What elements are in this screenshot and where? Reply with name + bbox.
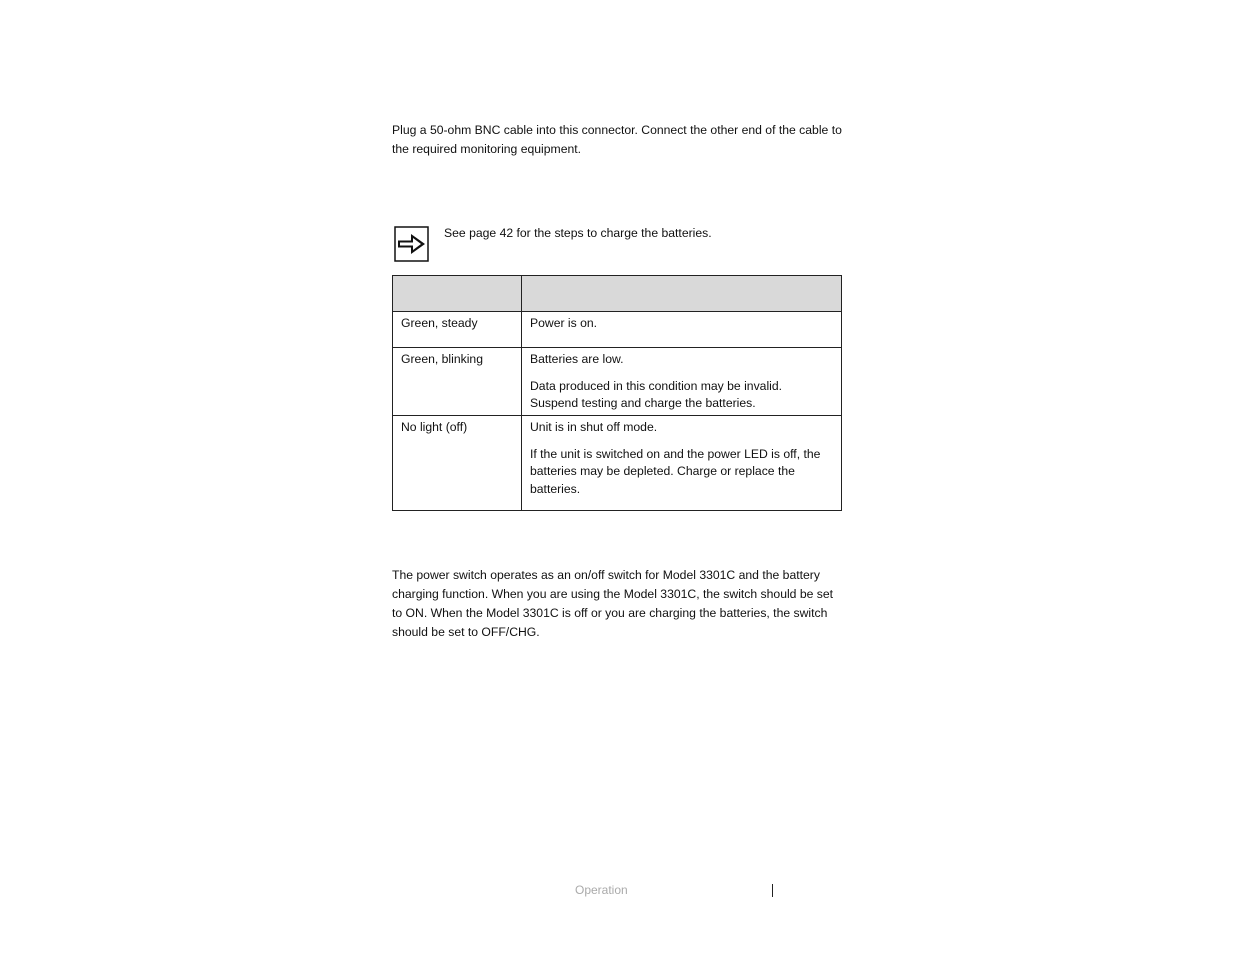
led-meaning-cell (522, 416, 842, 511)
table-row (393, 348, 842, 416)
led-meaning-text: If the unit is switched on and the power LED is off, the batteries may be depleted. Charge or replace the batteries. (530, 446, 821, 496)
note-text: See page 42 for the steps to charge the batteries. (444, 226, 712, 240)
power-led-table (392, 275, 842, 511)
bnc-connector-paragraph: Plug a 50-ohm BNC cable into this connector. Connect the other end of the cable to the required monitoring equipment. (392, 123, 842, 156)
led-meaning-cell (522, 312, 842, 348)
led-meaning-text: Unit is in shut off mode. (530, 420, 658, 434)
table-row (393, 416, 842, 511)
footer-section-title: Operation (575, 883, 628, 897)
led-meaning-text: Power is on. (530, 316, 598, 330)
led-state-cell: No light (off) (393, 416, 522, 511)
led-state-cell: Green, blinking (393, 348, 522, 416)
led-meaning-cell (522, 348, 842, 416)
led-meaning-text: Batteries are low. (530, 352, 624, 366)
note-callout (394, 226, 844, 264)
table-header-row (393, 276, 842, 312)
arrow-right-icon (394, 226, 429, 262)
power-switch-paragraph: The power switch operates as an on/off switch for Model 3301C and the battery charging function. When you are using the Model 3301C, the switch should be set to ON. When the Model 3301C is off or you are charging the batteries, the switch should be set to OFF/CHG. (392, 568, 834, 639)
footer-divider (772, 884, 773, 897)
table-header-cell (522, 276, 842, 312)
table-row (393, 312, 842, 348)
table-header-cell (393, 276, 522, 312)
led-state-cell: Green, steady (393, 312, 522, 348)
led-meaning-text: Data produced in this condition may be invalid. Suspend testing and charge the batteries. (530, 378, 783, 410)
